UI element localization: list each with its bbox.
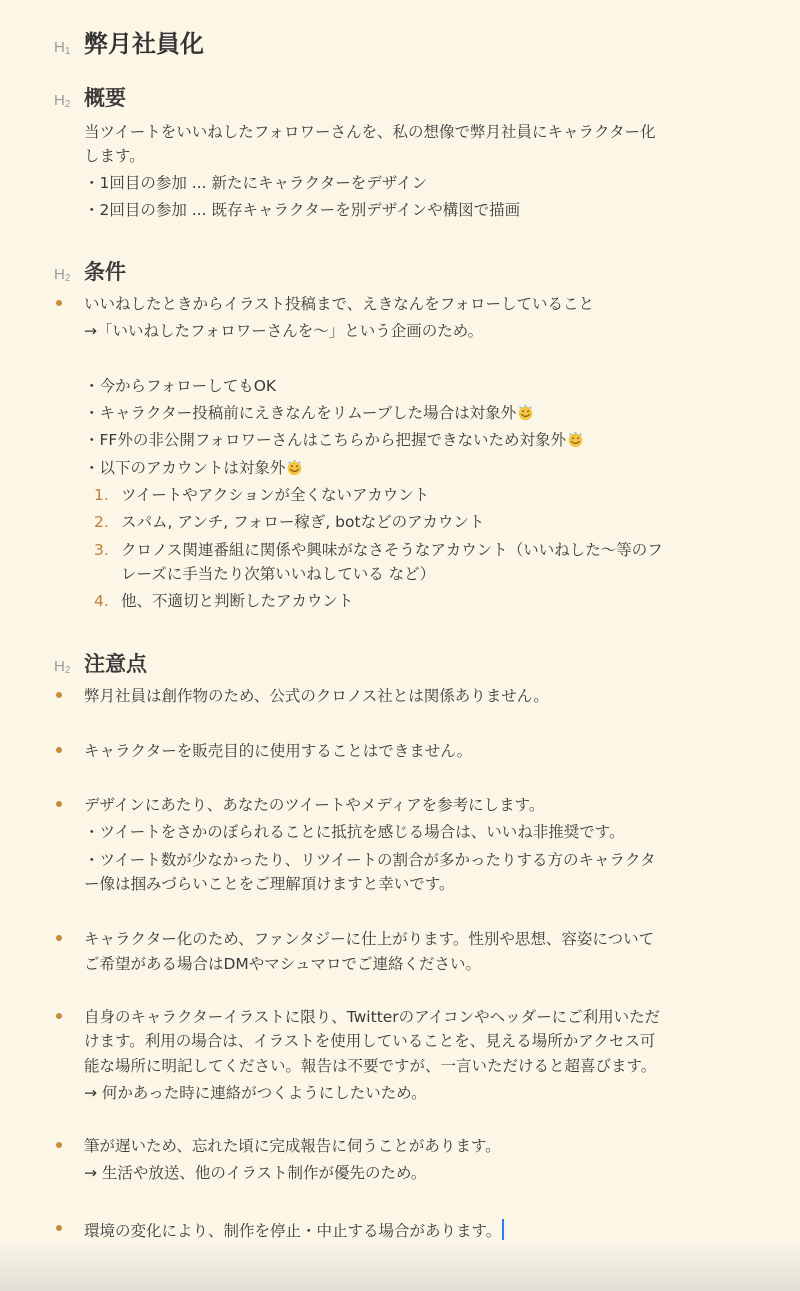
- overview-line[interactable]: します。: [84, 147, 145, 165]
- bullet-dot: [56, 692, 62, 698]
- h2-marker: $H_2$: [54, 266, 71, 284]
- note-line[interactable]: 自身のキャラクターイラストに限り、Twitterのアイコンやヘッダーにご利用いただ: [84, 1008, 661, 1026]
- section-heading-conditions[interactable]: [54, 256, 126, 286]
- note-line[interactable]: ご希望がある場合はDMやマシュマロでご連絡ください。: [84, 955, 482, 973]
- section-title-notes[interactable]: 注意点: [84, 652, 147, 676]
- bottom-fade: [0, 1241, 800, 1291]
- note-line[interactable]: キャラクターを販売目的に使用することはできません。: [84, 742, 473, 760]
- section-title-conditions[interactable]: 条件: [84, 260, 126, 284]
- numbered-marker: 1.: [94, 486, 109, 504]
- bullet-dot: [56, 1142, 62, 1148]
- bullet-dot: [56, 1013, 62, 1019]
- condition-line[interactable]: →「いいねしたフォロワーさんを〜」という企画のため。: [84, 322, 484, 340]
- numbered-marker: 2.: [94, 513, 109, 531]
- note-line[interactable]: デザインにあたり、あなたのツイートやメディアを参考にします。: [84, 796, 545, 814]
- overview-line[interactable]: ・1回目の参加 ... 新たにキャラクターをデザイン: [84, 174, 428, 192]
- section-title-overview[interactable]: 概要: [84, 86, 126, 110]
- h1-marker: $H_1$: [54, 39, 71, 57]
- condition-line[interactable]: ・キャラクター投稿前にえきなんをリムーブした場合は対象外: [84, 403, 534, 423]
- numbered-item[interactable]: スパム, アンチ, フォロー稼ぎ, botなどのアカウント: [121, 513, 485, 531]
- page-title[interactable]: 弊月社員化: [84, 30, 204, 58]
- sweat-smile-emoji-icon: [517, 404, 534, 421]
- note-line[interactable]: → 生活や放送、他のイラスト制作が優先のため。: [84, 1164, 427, 1182]
- note-line[interactable]: 能な場所に明記してください。報告は不要ですが、一言いただけると超喜びます。: [84, 1057, 657, 1075]
- note-line[interactable]: ・ツイート数が少なかったり、リツイートの割合が多かったりする方のキャラクタ: [84, 851, 656, 869]
- bullet-dot: [56, 935, 62, 941]
- note-line-editing[interactable]: 環境の変化により、制作を停止・中止する場合があります。: [84, 1219, 504, 1241]
- bullet-dot: [56, 801, 62, 807]
- sweat-smile-emoji-icon: [567, 431, 584, 448]
- condition-line[interactable]: ・今からフォローしてもOK: [84, 377, 277, 395]
- numbered-item[interactable]: 他、不適切と判断したアカウント: [121, 592, 354, 610]
- h2-marker: $H_2$: [54, 92, 71, 110]
- section-heading-notes[interactable]: [54, 648, 147, 678]
- numbered-item[interactable]: クロノス関連番組に関係や興味がなさそうなアカウント（いいねした〜等のフ: [121, 541, 663, 559]
- overview-line[interactable]: ・2回目の参加 ... 既存キャラクターを別デザインや構図で描画: [84, 201, 521, 219]
- condition-line[interactable]: ・以下のアカウントは対象外: [84, 458, 303, 478]
- page-title-block[interactable]: [54, 24, 204, 59]
- note-line[interactable]: ・ツイートをさかのぼられることに抵抗を感じる場合は、いいね非推奨です。: [84, 823, 625, 841]
- numbered-marker: 3.: [94, 541, 109, 559]
- bullet-dot: [56, 1225, 62, 1231]
- note-line[interactable]: 筆が遅いため、忘れた頃に完成報告に伺うことがあります。: [84, 1137, 501, 1155]
- note-line[interactable]: 弊月社員は創作物のため、公式のクロノス社とは関係ありません。: [84, 687, 549, 705]
- numbered-item[interactable]: ツイートやアクションが全くないアカウント: [121, 486, 430, 504]
- h2-marker: $H_2$: [54, 658, 71, 676]
- overview-line[interactable]: 当ツイートをいいねしたフォロワーさんを、私の想像で弊月社員にキャラクター化: [84, 123, 656, 141]
- note-line[interactable]: ー像は掴みづらいことをご理解頂けますと幸いです。: [84, 875, 455, 893]
- condition-line[interactable]: いいねしたときからイラスト投稿まで、えきなんをフォローしていること: [84, 295, 594, 313]
- bullet-dot: [56, 747, 62, 753]
- condition-line[interactable]: ・FF外の非公開フォロワーさんはこちらから把握できないため対象外: [84, 430, 584, 450]
- numbered-item-continuation[interactable]: レーズに手当たり次第いいねしている など）: [121, 565, 436, 583]
- text-cursor: [502, 1219, 504, 1240]
- section-heading-overview[interactable]: [54, 82, 126, 112]
- note-line[interactable]: けます。利用の場合は、イラストを使用していることを、見える場所かアクセス可: [84, 1032, 656, 1050]
- numbered-marker: 4.: [94, 592, 109, 610]
- bullet-dot: [56, 300, 62, 306]
- note-line[interactable]: → 何かあった時に連絡がつくようにしたいため。: [84, 1084, 427, 1102]
- sweat-smile-emoji-icon: [286, 459, 303, 476]
- note-line[interactable]: キャラクター化のため、ファンタジーに仕上がります。性別や思想、容姿について: [84, 930, 655, 948]
